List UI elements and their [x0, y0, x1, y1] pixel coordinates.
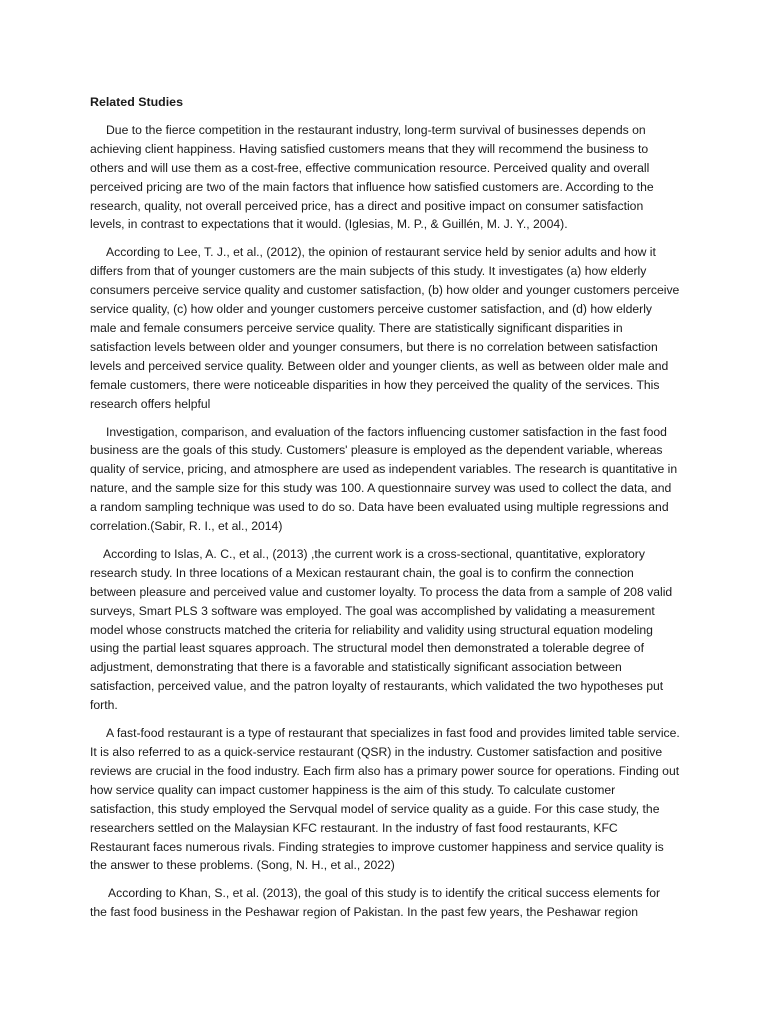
paragraph-6: According to Khan, S., et al. (2013), the goal of this study is to identify the critical success elements for the fast food business in the Peshawar region of Pakistan. In the past few years, the Peshawar region: [90, 886, 661, 920]
paragraph-2: According to Lee, T. J., et al., (2012), the opinion of restaurant service held by senior adults and how it differs from that of younger customers are the main subjects of this study. It investigates (a) how elderly consumers perceive service quality and customer satisfaction, (b) how older and younger customers perceive service quality, (c) how older and younger customers perceive customer satisfaction, and (d) how elderly male and female consumers perceive service quality. There are statistically significant disparities in satisfaction levels between older and younger consumers, but there is no correlation between satisfaction levels and perceived service quality. Between older and younger clients, as well as between older male and female customers, there were noticeable disparities in how they perceived the quality of the services. This research offers helpful: [90, 245, 680, 411]
document-body: [90, 93, 680, 931]
paragraph-5: A fast-food restaurant is a type of restaurant that specializes in fast food and provides limited table service. It is also referred to as a quick-service restaurant (QSR) in the industry. Customer satisfaction and positive reviews are crucial in the food industry. Each firm also has a primary power source for operations. Finding out how service quality can impact customer happiness is the aim of this study. To calculate customer satisfaction, this study employed the Servqual model of service quality as a guide. For this case study, the researchers settled on the Malaysian KFC restaurant. In the industry of fast food restaurants, KFC Restaurant faces numerous rivals. Finding strategies to improve customer happiness and service quality is the answer to these problems. (Song, N. H., et al., 2022): [90, 726, 680, 873]
paragraph-3: Investigation, comparison, and evaluation of the factors influencing customer satisfaction in the fast food business are the goals of this study. Customers' pleasure is employed as the dependent variable, whereas quality of service, pricing, and atmosphere are used as independent variables. The research is quantitative in nature, and the sample size for this study was 100. A questionnaire survey was used to collect the data, and a random sampling technique was used to do so. Data have been evaluated using multiple regressions and correlation.(Sabir, R. I., et al., 2014): [90, 424, 678, 534]
section-heading: Related Studies: [90, 95, 183, 109]
paragraph-4: According to Islas, A. C., et al., (2013) ,the current work is a cross-sectional, quantitative, exploratory research study. In three locations of a Mexican restaurant chain, the goal is to confirm the connection between pleasure and perceived value and customer loyalty. To process the data from a sample of 208 valid surveys, Smart PLS 3 software was employed. The goal was accomplished by validating a measurement model whose constructs matched the criteria for reliability and validity using structural equation modeling using the partial least squares approach. The structural model then demonstrated a tolerable degree of adjustment, demonstrating that there is a favorable and statistically significant association between satisfaction, perceived value, and the patron loyalty of restaurants, which validated the two hypotheses put forth.: [90, 546, 673, 713]
paragraph-1: Due to the fierce competition in the restaurant industry, long-term survival of businesses depends on achieving client happiness. Having satisfied customers means that they will recommend the business to others and will use them as a cost-free, effective communication resource. Perceived quality and overall perceived pricing are two of the main factors that influence how satisfied customers are. According to the research, quality, not overall perceived price, has a direct and positive impact on consumer satisfaction levels, in contrast to expectations that it would. (Iglesias, M. P., & Guillén, M. J. Y., 2004).: [90, 122, 654, 232]
